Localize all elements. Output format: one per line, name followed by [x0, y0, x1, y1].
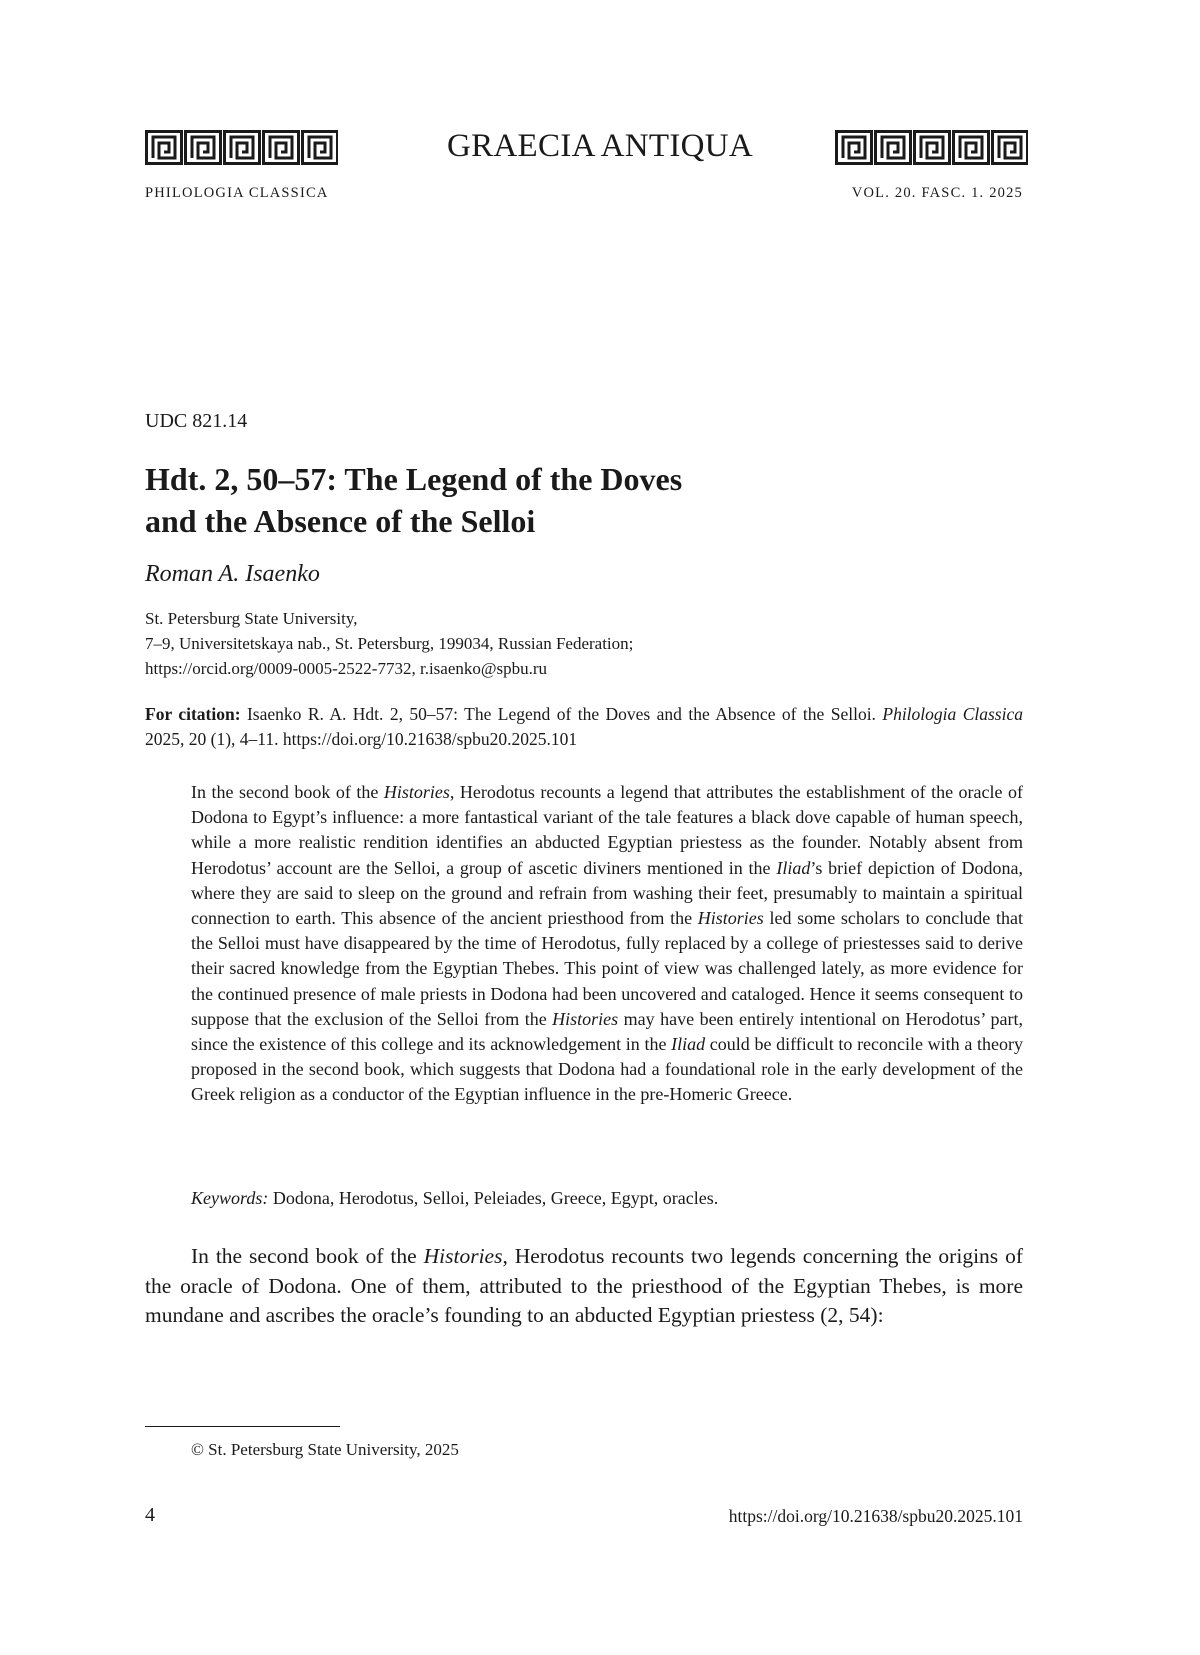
- keywords-list: Dodona, Herodotus, Selloi, Peleiades, Greece, Egypt, oracles.: [268, 1188, 719, 1208]
- citation: [145, 702, 1023, 752]
- affiliation: [145, 606, 1045, 681]
- article-title: [145, 458, 1045, 542]
- udc-code: UDC 821.14: [145, 410, 248, 432]
- citation-doi: 2025, 20 (1), 4–11. https://doi.org/10.21638/spbu20.2025.101: [145, 729, 578, 749]
- article-title-line-1: Hdt. 2, 50–57: The Legend of the Doves: [145, 461, 683, 497]
- citation-text: Isaenko R. A. Hdt. 2, 50–57: The Legend of the Doves and the Absence of the Selloi.: [240, 704, 883, 724]
- body-text: , Herodotus recounts two legends concerning the origins of the oracle of Dodona. One of them, attributed to the priesthood of the Egyptian Thebes, is more mundane and ascribes the oracle’s founding to an abducted Egyptian priestess (2, 54):: [145, 1244, 1023, 1327]
- abstract: [191, 780, 1023, 1108]
- affiliation-line-2: 7–9, Universitetskaya nab., St. Petersburg, 199034, Russian Federation;: [145, 634, 634, 653]
- abstract-text: In the second book of the: [191, 782, 384, 802]
- journal-series: PHILOLOGIA CLASSICA: [145, 185, 329, 201]
- body-text: In the second book of the: [191, 1244, 424, 1268]
- citation-label: For citation:: [145, 704, 241, 724]
- affiliation-line-3: https://orcid.org/0009-0005-2522-7732, r.isaenko@spbu.ru: [145, 659, 548, 678]
- body-paragraph: [145, 1242, 1023, 1331]
- keywords: [191, 1188, 1023, 1209]
- keywords-label: Keywords:: [191, 1188, 269, 1208]
- abstract-text: may have been entirely intentional on Herodotus’ part, since the existence of this college and its acknowledgement in the: [191, 1008, 1023, 1055]
- page-number: 4: [145, 1504, 155, 1526]
- abstract-text: ’s brief depiction of Dodona, where they are said to sleep on the ground and refrain from washing their feet, presumably to maintain a spiritual connection to earth. This absence of the ancient priesthood from the: [191, 857, 1023, 929]
- copyright-footnote: © St. Petersburg State University, 2025: [191, 1440, 459, 1459]
- footer-doi-link[interactable]: https://doi.org/10.21638/spbu20.2025.101: [728, 1506, 1023, 1526]
- volume-info: VOL. 20. FASC. 1. 2025: [851, 185, 1023, 201]
- footnote-rule: [145, 1426, 340, 1427]
- body-italic: Histories: [423, 1244, 503, 1268]
- abstract-text: , Herodotus recounts a legend that attributes the establishment of the oracle of Dodona to Egypt’s influence: a more fantastical variant of the tale features a black dove capable of human speech, while a more realistic rendition identifies an abducted Egyptian priestess as the founder. Notably absent from Herodotus’ account are the Selloi, a group of ascetic diviners mentioned in the: [191, 782, 1023, 878]
- journal-title: GRAECIA ANTIQUA: [446, 128, 754, 164]
- citation-journal: Philologia Classica: [882, 704, 1023, 724]
- abstract-text: led some scholars to conclude that the Selloi must have disappeared by the time of Herodotus, fully replaced by a college of priestesses said to derive their sacred knowledge from the Egyptian Thebes. This point of view was challenged lately, as more evidence for the continued presence of male priests in Dodona had been uncovered and cataloged. Hence it seems consequent to suppose that the exclusion of the Selloi from the: [191, 908, 1023, 1029]
- affiliation-line-1: St. Petersburg State University,: [145, 609, 358, 628]
- abstract-italic: Iliad: [671, 1034, 706, 1055]
- author-name: Roman A. Isaenko: [145, 561, 320, 587]
- abstract-text: could be difficult to reconcile with a theory proposed in the second book, which suggests that Dodona had a foundational role in the early development of the Greek religion as a conductor of the Egyptian influence in the pre-Homeric Greece.: [191, 1034, 1023, 1105]
- article-title-line-2: and the Absence of the Selloi: [145, 503, 536, 539]
- abstract-italic: Histories: [383, 782, 450, 802]
- abstract-italic: Histories: [552, 1008, 619, 1029]
- abstract-italic: Histories: [697, 908, 764, 929]
- abstract-italic: Iliad: [776, 857, 811, 878]
